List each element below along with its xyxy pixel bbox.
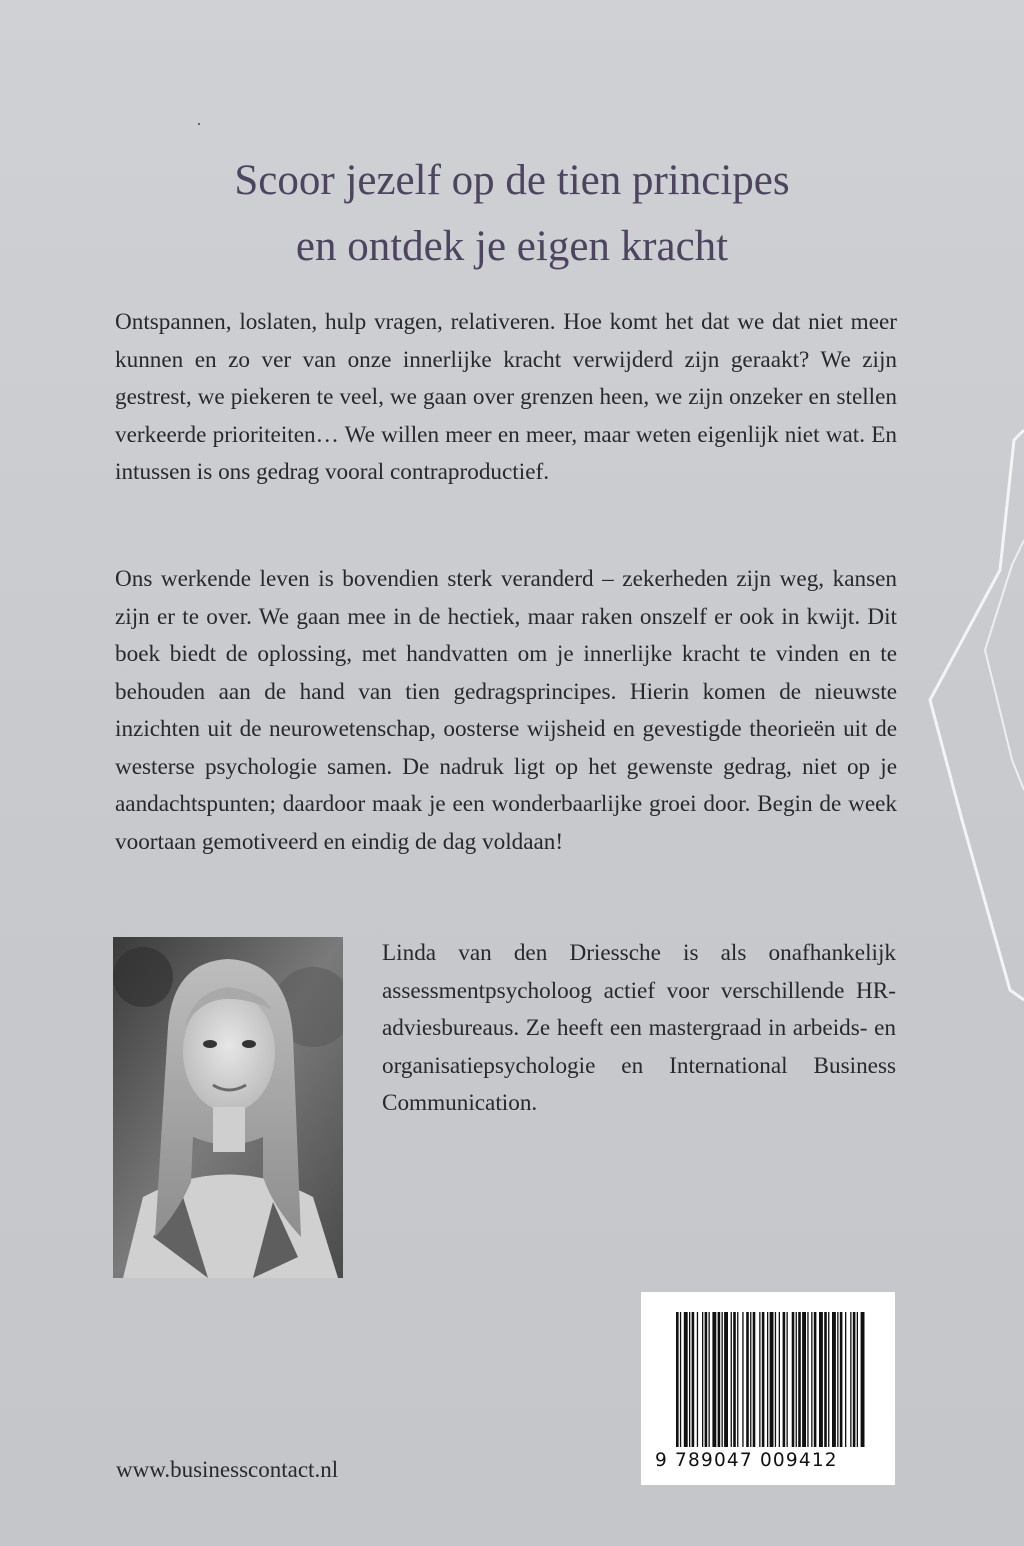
- barcode-bar: [837, 1312, 838, 1447]
- barcode-bar: [770, 1312, 774, 1447]
- barcode-bar: [783, 1312, 786, 1447]
- barcode-bar: [762, 1312, 765, 1447]
- headline: [112, 148, 912, 280]
- barcode-bar: [802, 1312, 806, 1447]
- barcode-bar: [689, 1312, 690, 1447]
- barcode-bar: [828, 1312, 829, 1447]
- barcode-bar: [676, 1312, 679, 1447]
- barcode-bar: [832, 1312, 836, 1447]
- barcode-bars: [676, 1312, 866, 1447]
- barcode-bar: [857, 1312, 858, 1447]
- barcode-bar: [680, 1312, 681, 1447]
- body-paragraph: Ons werkende leven is bovendien sterk veranderd – zekerheden zijn weg, kansen zijn er te over. We gaan mee in de hectiek, maar raken onszelf er ook in kwijt. Dit boek biedt de oplossing, met handvatten om je innerlijke kracht te vinden en te behouden aan de hand van tien gedragsprincipes. Hierin komen de nieuwste inzichten uit de neurowetenschap, oosterse wijsheid en gevestigde theorieën uit de westerse psychologie samen. De nadruk ligt op het gewenste gedrag, niet op je aandachtspunten; daardoor maak je een wonderbaarlijke groei door. Begin de week voortaan gemotiveerd en eindig de dag voldaan!: [115, 566, 897, 855]
- barcode-bar: [819, 1312, 823, 1447]
- barcode-bar: [850, 1312, 851, 1447]
- print-speck: ·: [196, 114, 202, 134]
- intro-paragraph: Ontspannen, loslaten, hulp vragen, relativeren. Hoe komt het dat we dat niet meer kunnen en zo ver van onze innerlijke kracht verwijderd zijn geraakt? We zijn gestrest, we piekeren te veel, we gaan over grenzen heen, we zijn onzeker en stellen verkeerde prioriteiten… We willen meer en meer, maar weten eigenlijk niet wat. En intussen is ons gedrag vooral contraproductief.: [115, 309, 897, 485]
- barcode-bar: [779, 1312, 780, 1447]
- barcode-bar: [722, 1312, 723, 1447]
- headline-line-1: Scoor jezelf op de tien principes: [234, 157, 790, 204]
- barcode-bar: [767, 1312, 768, 1447]
- barcode-bar: [798, 1312, 801, 1447]
- barcode-bar: [853, 1312, 856, 1447]
- barcode-bar: [845, 1312, 846, 1447]
- barcode-bar: [746, 1312, 749, 1447]
- barcode-bar: [840, 1312, 843, 1447]
- isbn-number: 9 789047 009412: [655, 1450, 838, 1471]
- barcode-bar: [702, 1312, 703, 1447]
- barcode-bar: [807, 1312, 808, 1447]
- barcode-bar: [775, 1312, 776, 1447]
- barcode-bar: [692, 1312, 695, 1447]
- barcode-bar: [753, 1312, 756, 1447]
- decorative-white-line: [930, 430, 1024, 1000]
- barcode-bar: [824, 1312, 827, 1447]
- barcode-bar: [705, 1312, 708, 1447]
- barcode-bar: [724, 1312, 728, 1447]
- barcode-bar: [712, 1312, 716, 1447]
- headline-line-2: en ontdek je eigen kracht: [295, 223, 729, 270]
- barcode-bar: [737, 1312, 738, 1447]
- barcode-bar: [731, 1312, 732, 1447]
- barcode-bar: [861, 1312, 865, 1447]
- publisher-website: www.businesscontact.nl: [116, 1457, 339, 1482]
- barcode-bar: [750, 1312, 751, 1447]
- barcode-bar: [718, 1312, 721, 1447]
- barcode-bar: [709, 1312, 710, 1447]
- barcode-bar: [759, 1312, 760, 1447]
- barcode-bar: [684, 1312, 688, 1447]
- barcode-bar: [733, 1312, 736, 1447]
- barcode-bar: [742, 1312, 743, 1447]
- barcode-bar: [796, 1312, 797, 1447]
- author-bio: Linda van den Driessche is als onafhankelijk assessmentpsycholoog actief voor verschillende HR-adviesbureaus. Ze heeft een mastergraad in arbeids- en organisatiepsychologie en International Business Communication.: [382, 940, 896, 1117]
- barcode-bar: [787, 1312, 788, 1447]
- barcode-bar: [814, 1312, 817, 1447]
- barcode-bar: [792, 1312, 795, 1447]
- decorative-white-line: [985, 540, 1024, 790]
- barcode-bar: [811, 1312, 812, 1447]
- author-photo: [113, 937, 343, 1278]
- barcode: [641, 1292, 895, 1485]
- barcode-bar: [697, 1312, 698, 1447]
